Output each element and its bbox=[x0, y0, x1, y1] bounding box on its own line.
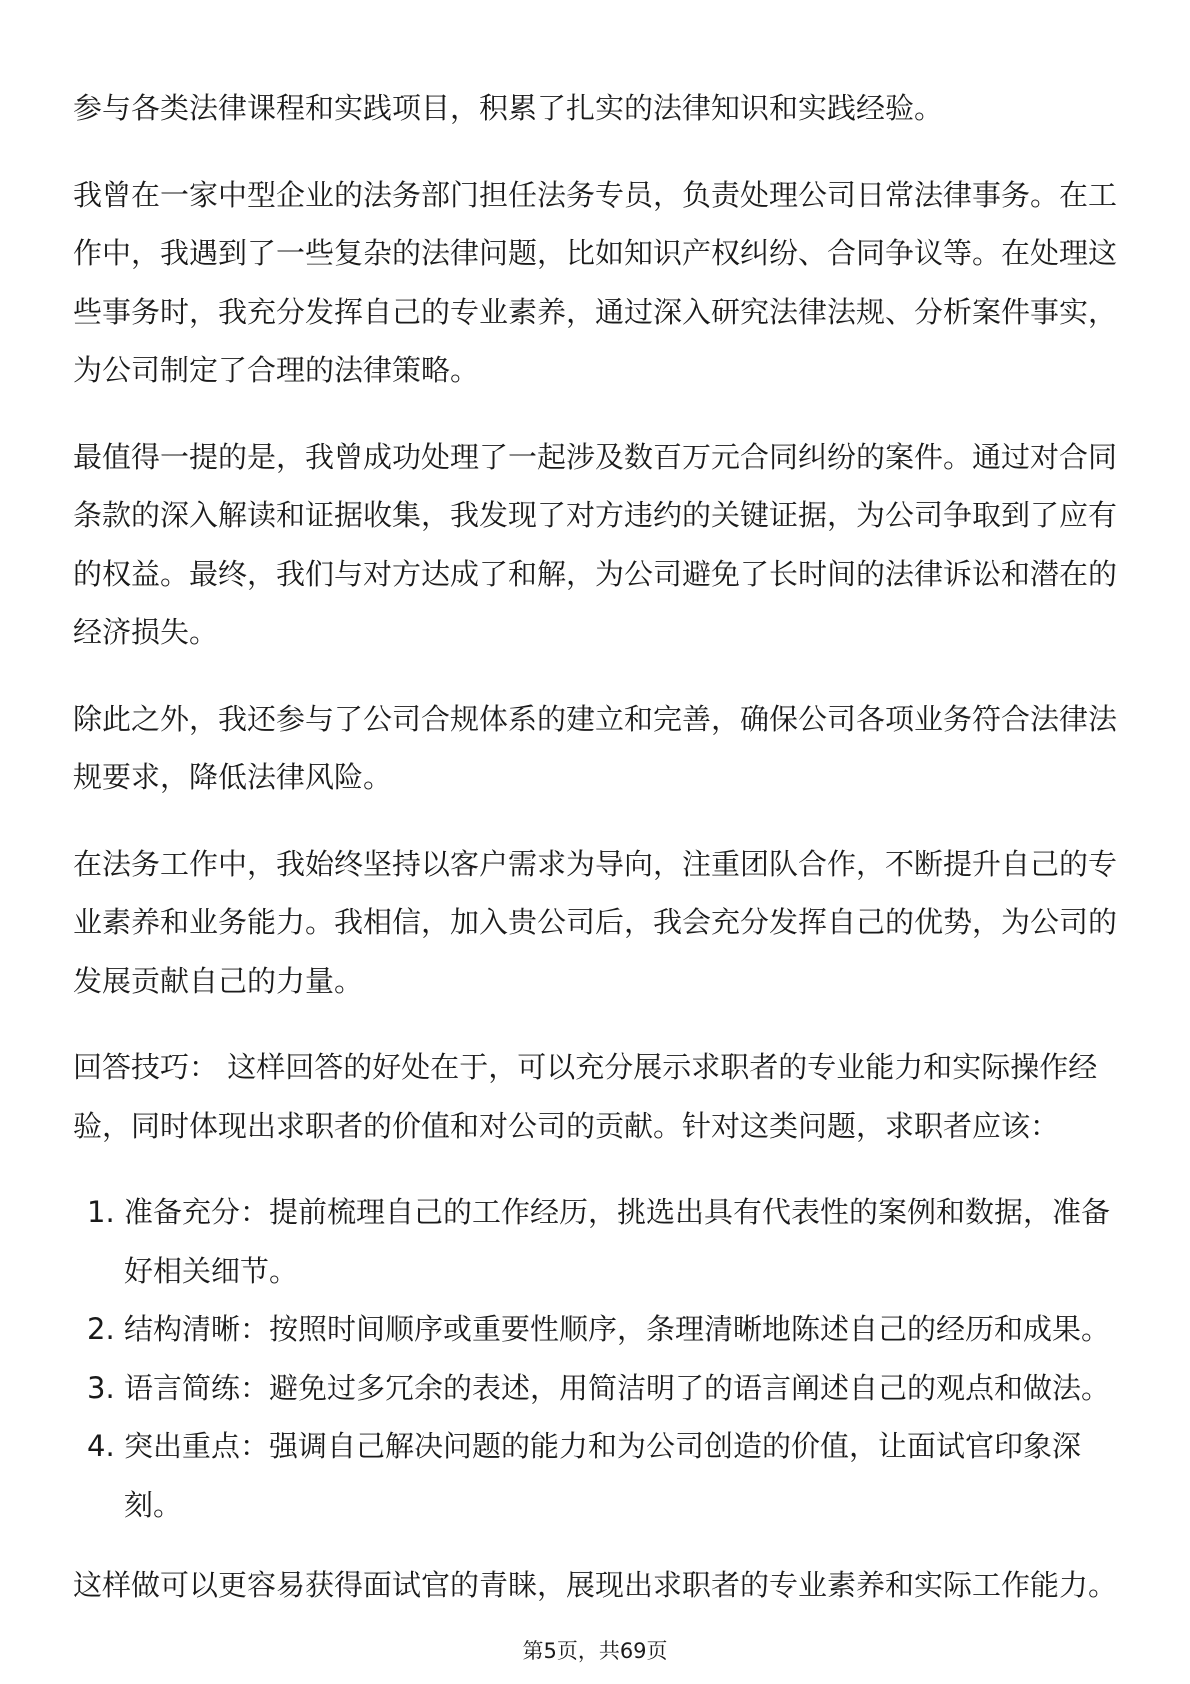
text-line: 回答技巧： 这样回答的好处在于，可以充分展示求职者的专业能力和实际操作经 bbox=[73, 1050, 1098, 1084]
paragraph-case-highlight bbox=[73, 428, 1117, 662]
text-line: 的权益。最终，我们与对方达成了和解，为公司避免了长时间的法律诉讼和潜在的 bbox=[73, 556, 1118, 591]
text-line: 条款的深入解读和证据收集，我发现了对方违约的关键证据，为公司争取到了应有 bbox=[73, 498, 1118, 532]
tips-list-item bbox=[73, 1183, 1117, 1300]
text-line: 规要求，降低法律风险。 bbox=[73, 760, 393, 794]
paragraph-closing bbox=[73, 1556, 1117, 1615]
text-line: 作中，我遇到了一些复杂的法律问题，比如知识产权纠纷、合同争议等。在处理这 bbox=[73, 236, 1118, 270]
step-number: 2. bbox=[87, 1312, 115, 1346]
paragraph-education-tail bbox=[73, 79, 1117, 138]
text-line: 这样做可以更容易获得面试官的青睐，展现出求职者的专业素养和实际工作能力。 bbox=[73, 1568, 1118, 1602]
step-number: 4. bbox=[87, 1429, 115, 1463]
text-line: 最值得一提的是，我曾成功处理了一起涉及数百万元合同纠纷的案件。通过对合同 bbox=[73, 439, 1118, 474]
text-line: 发展贡献自己的力量。 bbox=[73, 963, 364, 998]
page-number-label: 第5页，共69页 bbox=[522, 1639, 668, 1663]
document-body bbox=[73, 79, 1117, 1643]
text-line: 我曾在一家中型企业的法务部门担任法务专员，负责处理公司日常法律事务。在工 bbox=[73, 177, 1118, 212]
page-footer bbox=[0, 1636, 1190, 1666]
paragraph-legal-experience bbox=[73, 166, 1117, 400]
text-line: 为公司制定了合理的法律策略。 bbox=[73, 353, 480, 387]
text-line: 参与各类法律课程和实践项目，积累了扎实的法律知识和实践经验。 bbox=[73, 91, 944, 125]
text-line: 准备充分：提前梳理自己的工作经历，挑选出具有代表性的案例和数据，准备 bbox=[124, 1195, 1111, 1229]
text-line: 经济损失。 bbox=[73, 615, 219, 649]
paragraph-compliance bbox=[73, 690, 1117, 807]
text-line: 除此之外，我还参与了公司合规体系的建立和完善，确保公司各项业务符合法律法 bbox=[73, 701, 1118, 736]
tips-list-item bbox=[73, 1359, 1117, 1418]
text-line: 些事务时，我充分发挥自己的专业素养，通过深入研究法律法规、分析案件事实， bbox=[73, 294, 1118, 329]
paragraph-work-attitude bbox=[73, 835, 1117, 1011]
tips-list-item bbox=[73, 1300, 1117, 1359]
text-line: 结构清晰：按照时间顺序或重要性顺序，条理清晰地陈述自己的经历和成果。 bbox=[124, 1312, 1111, 1346]
text-line: 刻。 bbox=[124, 1487, 183, 1522]
tips-list bbox=[73, 1183, 1117, 1534]
text-line: 验，同时体现出求职者的价值和对公司的贡献。针对这类问题，求职者应该： bbox=[73, 1108, 1060, 1143]
text-line: 语言简练：避免过多冗余的表述，用简洁明了的语言阐述自己的观点和做法。 bbox=[124, 1370, 1111, 1405]
text-line: 业素养和业务能力。我相信，加入贵公司后，我会充分发挥自己的优势，为公司的 bbox=[73, 905, 1118, 939]
text-line: 好相关细节。 bbox=[124, 1253, 299, 1288]
text-line: 突出重点：强调自己解决问题的能力和为公司创造的价值，让面试官印象深 bbox=[124, 1429, 1082, 1463]
step-number: 3. bbox=[87, 1370, 115, 1405]
step-number: 1. bbox=[87, 1195, 115, 1229]
paragraph-answer-tips bbox=[73, 1038, 1117, 1155]
text-line: 在法务工作中，我始终坚持以客户需求为导向，注重团队合作，不断提升自己的专 bbox=[73, 846, 1118, 881]
tips-list-item bbox=[73, 1417, 1117, 1534]
